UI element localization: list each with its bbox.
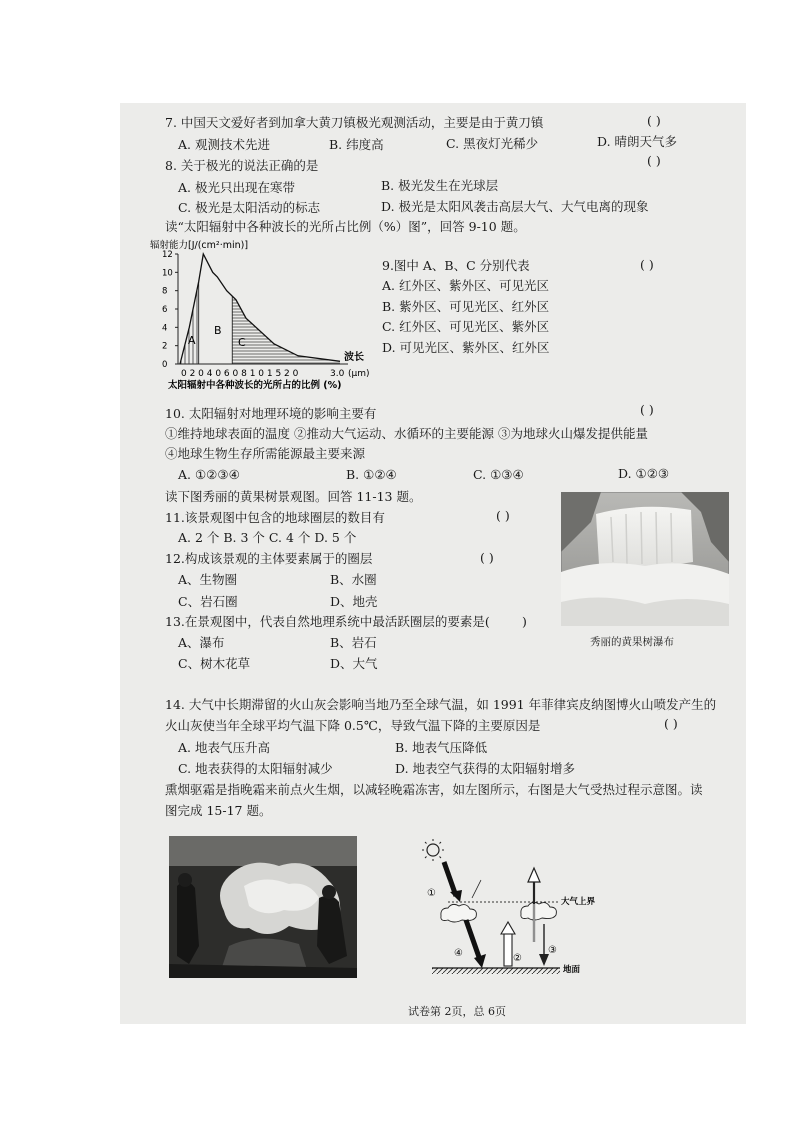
q12-stem: 12.构成该景观的主体要素属于的圈层 — [165, 551, 373, 566]
chart-ylabel: 辐射能力[J/(cm²·min)] — [150, 240, 249, 251]
chart-caption: 太阳辐射中各种波长的光所占的比例 (%) — [168, 380, 342, 391]
sun-icon — [422, 839, 444, 861]
arrow-2-ground — [501, 922, 515, 934]
q10-option-c: C. ①③④ — [473, 467, 524, 482]
label-1: ① — [427, 888, 436, 899]
smoke-frost-photo — [169, 836, 357, 978]
q14-option-b: B. 地表气压降低 — [395, 740, 488, 755]
q8-stem: 8. 关于极光的说法正确的是 — [165, 158, 319, 173]
q9-option-a: A. 红外区、紫外区、可见光区 — [382, 278, 549, 293]
chart-y-tick: 2 — [162, 341, 168, 352]
q13-paren: ) — [522, 614, 527, 629]
q7-option-d: D. 晴朗天气多 — [597, 134, 678, 149]
chart-region-c — [232, 296, 340, 364]
q11-stem: 11.该景观图中包含的地球圈层的数目有 — [165, 510, 385, 525]
label-3: ③ — [548, 945, 557, 956]
q8-option-d: D. 极光是太阳风袭击高层大气、大气电离的现象 — [381, 199, 649, 214]
q14-stem-line2: 火山灰使当年全球平均气温下降 0.5℃，导致气温下降的主要原因是 — [165, 718, 541, 733]
q12-option-d: D、地壳 — [330, 594, 378, 609]
label-4: ④ — [454, 948, 463, 959]
chart-y-tick: 6 — [162, 305, 168, 315]
page-footer: 试卷第 2页，总 6页 — [408, 1005, 506, 1018]
label-2: ② — [513, 953, 522, 964]
q10-option-b: B. ①②④ — [346, 467, 397, 482]
q11-paren: ( ) — [496, 508, 510, 523]
q13-stem: 13.在景观图中，代表自然地理系统中最活跃圈层的要素是( — [165, 614, 490, 629]
solar-radiation-chart — [148, 236, 378, 406]
q10-option-d: D. ①②③ — [618, 466, 670, 481]
waterfall-caption: 秀丽的黄果树瀑布 — [590, 636, 674, 648]
waterfall-photo — [561, 492, 729, 626]
q12-option-c: C、岩石圈 — [178, 594, 238, 609]
q9-option-b: B. 紫外区、可见光区、红外区 — [382, 299, 550, 314]
atmospheric-heating-diagram — [418, 838, 598, 983]
chart-label-a: A — [188, 334, 196, 347]
q13-option-b: B、岩石 — [330, 635, 377, 650]
chart-label-b: B — [214, 324, 222, 337]
read-instruction-15-17-line1: 熏烟驱霜是指晚霜来前点火生烟，以减轻晚霜冻害，如左图所示，右图是大气受热过程示意图。读 — [165, 782, 703, 797]
q7-paren: ( ) — [647, 113, 661, 128]
chart-y-tick: 8 — [162, 286, 168, 297]
q14-option-c: C. 地表获得的太阳辐射减少 — [178, 761, 333, 776]
chart-y-tick: 10 — [162, 268, 173, 279]
chart-y-tick: 12 — [162, 250, 173, 260]
arrow-1-solar — [444, 862, 456, 896]
read-instruction-11-13: 读下图秀丽的黄果树景观图。回答 11-13 题。 — [165, 489, 422, 504]
ground-label: 地面 — [563, 965, 581, 975]
q7-option-b: B. 纬度高 — [329, 137, 384, 152]
q8-option-b: B. 极光发生在光球层 — [381, 178, 499, 193]
cloud-right — [521, 902, 557, 920]
q8-option-c: C. 极光是太阳活动的标志 — [178, 200, 321, 215]
arrow-4-solar — [466, 920, 480, 960]
q14-option-a: A. 地表气压升高 — [178, 740, 270, 755]
atmosphere-top-label: 大气上界 — [561, 897, 596, 907]
q10-statements-2: ④地球生物生存所需能源最主要来源 — [165, 446, 366, 461]
q9-stem: 9.图中 A、B、C 分别代表 — [382, 258, 530, 273]
cloud-left — [441, 904, 477, 922]
q13-option-d: D、大气 — [330, 656, 378, 671]
q7-stem: 7. 中国天文爱好者到加拿大黄刀镇极光观测活动，主要是由于黄刀镇 — [165, 115, 544, 130]
q8-paren: ( ) — [647, 153, 661, 168]
q14-stem-line1: 14. 大气中长期滞留的火山灰会影响当地乃至全球气温，如 1991 年菲律宾皮纳图博火山喷发产生的 — [165, 697, 717, 712]
q9-option-d: D. 可见光区、紫外区、红外区 — [382, 340, 550, 355]
q14-paren: ( ) — [664, 716, 678, 731]
q11-options: A. 2 个 B. 3 个 C. 4 个 D. 5 个 — [178, 530, 357, 545]
q7-option-a: A. 观测技术先进 — [178, 137, 270, 152]
chart-x-unit: (μm) — [348, 369, 370, 379]
read-instruction-9-10: 读“太阳辐射中各种波长的光所占比例（%）图”，回答 9-10 题。 — [165, 219, 526, 234]
q12-option-a: A、生物圈 — [178, 572, 238, 587]
q12-option-b: B、水圈 — [330, 572, 377, 587]
chart-y-tick: 4 — [162, 323, 168, 334]
chart-y-ticks — [162, 250, 178, 370]
q9-paren: ( ) — [640, 257, 654, 272]
q13-option-a: A、瀑布 — [178, 635, 225, 650]
q10-option-a: A. ①②③④ — [178, 467, 240, 482]
q7-option-c: C. 黑夜灯光稀少 — [446, 136, 539, 151]
q10-stem: 10. 太阳辐射对地理环境的影响主要有 — [165, 406, 377, 421]
chart-xlabel: 波长 — [344, 352, 364, 363]
chart-label-c: C — [238, 336, 246, 349]
q10-paren: ( ) — [640, 402, 654, 417]
q9-option-c: C. 红外区、可见光区、紫外区 — [382, 319, 550, 334]
q14-option-d: D. 地表空气获得的太阳辐射增多 — [395, 761, 576, 776]
q12-paren: ( ) — [480, 550, 494, 565]
chart-x-end: 3.0 — [330, 369, 345, 379]
arrow-up-outer — [528, 868, 540, 882]
q8-option-a: A. 极光只出现在寒带 — [178, 180, 295, 195]
chart-y-tick: 0 — [162, 360, 168, 370]
chart-x-ticks: 0 2 0 4 0 6 0 8 1 0 1 5 2 0 — [181, 369, 299, 379]
q13-option-c: C、树木花草 — [178, 656, 251, 671]
read-instruction-15-17-line2: 图完成 15-17 题。 — [165, 803, 272, 818]
ground — [432, 968, 560, 974]
q10-statements-1: ①维持地球表面的温度 ②推动大气运动、水循环的主要能源 ③为地球火山爆发提供能量 — [165, 426, 648, 441]
